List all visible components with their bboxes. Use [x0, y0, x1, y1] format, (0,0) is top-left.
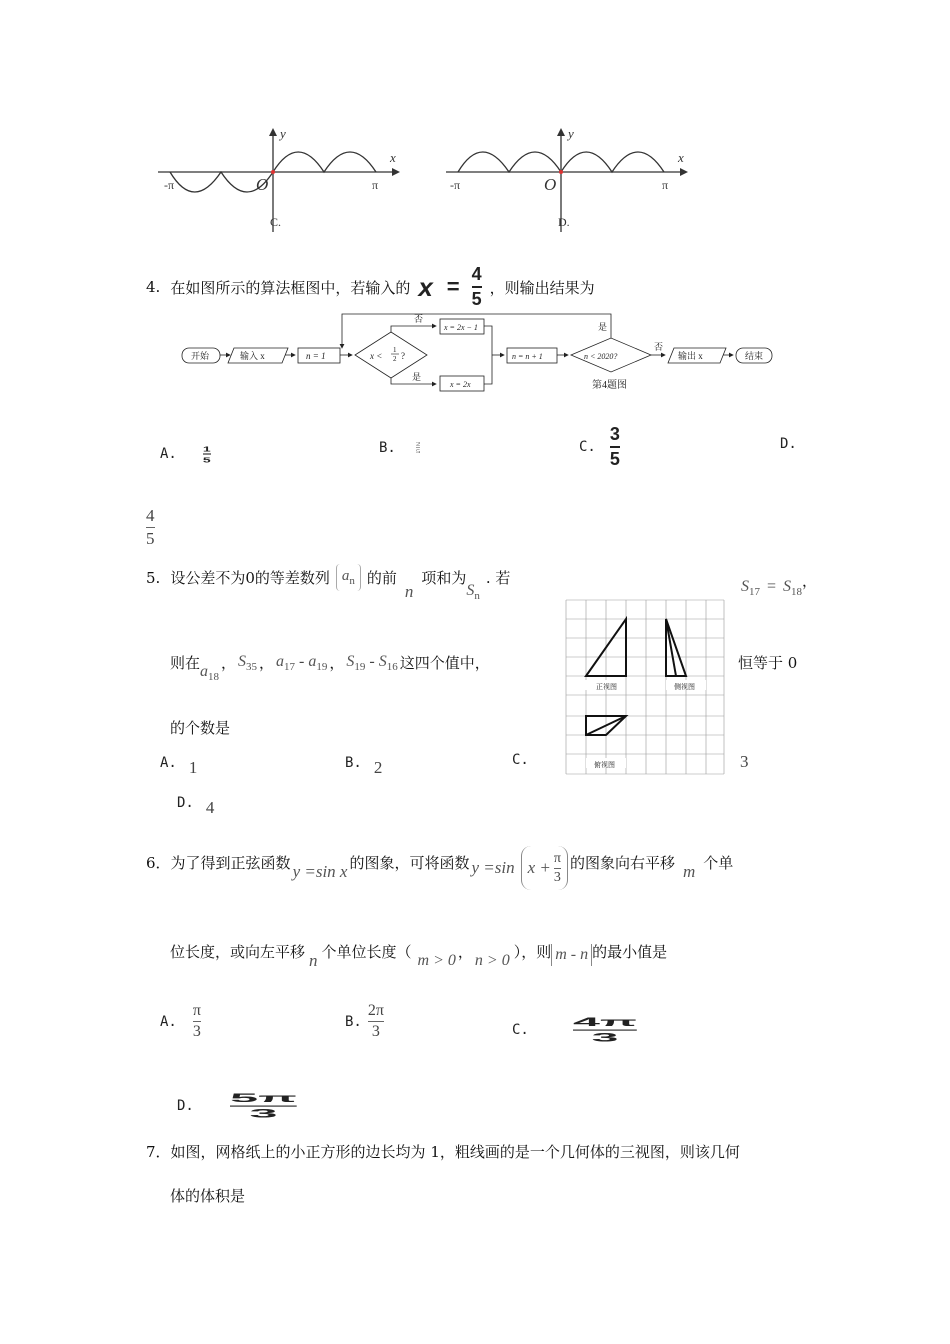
q4-option-a[interactable] — [160, 436, 211, 472]
q5-Sn — [466, 582, 480, 602]
q5-v3-b-sub: 19 — [316, 660, 328, 673]
q5-line2-end: 恒等于 0 — [738, 654, 798, 672]
q4-option-b-label: B. — [379, 439, 396, 456]
q5-cond-comma: ， — [802, 572, 818, 590]
q4-stem — [146, 264, 595, 310]
q5-cond-eq: = — [767, 578, 777, 595]
q4-option-d-value[interactable] — [146, 506, 155, 549]
q4-option-c-den: 5 — [609, 449, 620, 469]
q6-option-a-den: 3 — [192, 1023, 201, 1040]
grid-top-label: 俯视图 — [594, 761, 615, 769]
flow-init-label: n = 1 — [306, 351, 326, 361]
flow-no-label: 否 — [414, 314, 424, 324]
graph-d-y-label: y — [568, 126, 574, 141]
q5-option-b[interactable] — [345, 752, 383, 777]
q5-v2-s: S — [238, 652, 247, 670]
q4-option-c-num: 3 — [609, 424, 620, 444]
q4-option-b-num: 2 — [415, 440, 421, 447]
q5-option-d[interactable] — [177, 792, 215, 817]
graph-c-origin: O — [256, 175, 269, 194]
flow-loop-no-label: 否 — [654, 342, 664, 352]
q4-option-a-num: 1 — [202, 444, 211, 453]
q6-option-a-label: A. — [160, 1013, 177, 1030]
q6-f2 — [471, 846, 567, 890]
q6-option-c-num: 4π — [572, 1015, 637, 1029]
flow-output-label: 输出 x — [678, 351, 703, 361]
q5-v4-a-sub: 19 — [354, 660, 366, 673]
q5-v1-sub: 18 — [208, 670, 220, 683]
flow-yes-label: 是 — [412, 372, 422, 382]
q4-option-d-label[interactable]: D. — [780, 436, 797, 452]
q5-option-d-label: D. — [177, 795, 194, 811]
q5-number: 5. — [146, 568, 161, 587]
q5-three-view-grid — [564, 598, 726, 776]
flow-box-no-label: x = 2x − 1 — [444, 323, 478, 332]
graph-c — [150, 120, 410, 235]
q5-v4-minus: - — [369, 652, 375, 670]
q6-abs: m - n — [551, 944, 592, 966]
q4-flowchart — [178, 308, 778, 400]
q5-line2-suffix: 这四个值中， — [399, 654, 490, 672]
q4-text-after: ，则输出结果为 — [489, 278, 595, 297]
q5-sep3: ， — [329, 654, 345, 672]
q4-frac-num: 4 — [471, 264, 482, 284]
q5-v4-b: S — [378, 652, 387, 670]
q6-option-c-label: C. — [512, 1022, 529, 1039]
q5-text4: . 若 — [485, 569, 511, 587]
flow-input-label: 输入 x — [240, 351, 265, 361]
q7-line1 — [146, 1141, 740, 1162]
graph-c-caption: C. — [270, 215, 282, 229]
q6-f2-frac — [554, 851, 561, 886]
q6-line2-b: 个单位长度（ — [321, 942, 412, 961]
q5-seq-a: a — [341, 568, 350, 584]
q4-option-a-den: 5 — [202, 455, 211, 464]
q5-text1: 设公差不为0的等差数列 — [170, 569, 330, 587]
q5-line3: 的个数是 — [170, 719, 231, 737]
q5-condition — [741, 578, 802, 598]
q5-n: n — [404, 581, 414, 601]
q6-text4: 个单 — [703, 853, 734, 872]
flow-loop-yes-label: 是 — [598, 322, 608, 332]
q6-f2-num: π — [553, 850, 561, 866]
q5-cond-18: 18 — [791, 586, 803, 598]
q6-f2-den: 3 — [553, 869, 561, 885]
q6-option-b-label: B. — [345, 1013, 362, 1030]
q4-option-b-den: 5 — [415, 448, 421, 455]
q5-option-c-value[interactable]: 3 — [740, 752, 749, 771]
q4-option-c[interactable] — [579, 424, 620, 470]
q4-option-b[interactable] — [379, 436, 420, 459]
q5-option-a[interactable] — [160, 752, 198, 777]
q4-number: 4. — [146, 278, 161, 296]
q6-option-d-num: 5π — [229, 1091, 297, 1105]
grid-side-label: 侧视图 — [674, 683, 695, 691]
q5-v1-a: a — [200, 662, 209, 680]
q5-option-b-value: 2 — [373, 758, 383, 777]
flow-cond-prefix: x < — [370, 351, 383, 361]
graph-c-right-tick: π — [372, 178, 379, 192]
q6-option-b[interactable] — [345, 1002, 384, 1041]
q6-line2-d: 的最小值是 — [592, 942, 668, 961]
q5-seq — [336, 564, 361, 591]
q6-option-d-label: D. — [177, 1098, 194, 1115]
q6-option-a-value — [193, 1002, 201, 1041]
q4-text-before: 在如图所示的算法框图中，若输入的 — [170, 278, 411, 297]
graph-d — [438, 120, 698, 235]
q6-number: 6． — [146, 853, 171, 872]
q5-text2: 的前 — [366, 569, 397, 587]
q4-option-a-label: A. — [160, 446, 177, 462]
q6-f2-prefix: y =sin — [471, 858, 515, 877]
q5-S-sub: n — [474, 589, 480, 602]
q6-stem-line2 — [170, 940, 668, 970]
q5-v4-a: S — [346, 652, 355, 670]
q7-number: 7． — [146, 1143, 171, 1161]
q6-option-d-value — [230, 1092, 297, 1121]
q4-eq: = — [446, 274, 460, 299]
q5-v3 — [276, 653, 327, 673]
q5-option-a-label: A. — [160, 755, 177, 771]
q5-option-c-label[interactable]: C. — [512, 752, 529, 768]
q6-m: m — [682, 862, 696, 881]
q5-option-a-value: 1 — [188, 758, 198, 777]
grid-front-label: 正视图 — [596, 683, 617, 691]
flow-cond-den: 2 — [393, 355, 397, 363]
q5-v1 — [200, 663, 219, 683]
q5-v2 — [238, 653, 257, 673]
q4-option-d-num: 4 — [146, 506, 155, 525]
q6-option-c-den: 3 — [591, 1030, 619, 1045]
flow-cond-num: 1 — [393, 346, 397, 354]
q4-option-c-label: C. — [579, 439, 596, 455]
q4-option-c-value — [610, 424, 620, 470]
q6-option-d-den: 3 — [249, 1106, 278, 1121]
q6-f1: y =sin x — [292, 862, 348, 881]
q6-stem-line1 — [146, 836, 733, 888]
graph-d-left-tick: -π — [450, 178, 461, 192]
q5-stem-line1 — [146, 564, 511, 602]
graph-d-right-tick: π — [662, 178, 669, 192]
q5-cond-17: 17 — [749, 586, 760, 598]
q4-input-fraction — [472, 264, 482, 310]
q6-f2-x: x + — [527, 858, 551, 877]
side-view-shape — [666, 619, 686, 676]
q5-v3-b: a — [308, 652, 317, 670]
q5-cond-s17: S — [741, 578, 749, 595]
q5-v3-a-sub: 17 — [284, 660, 296, 673]
q6-n: n — [309, 951, 318, 970]
q5-option-d-value: 4 — [205, 798, 215, 817]
q5-text3: 项和为 — [421, 569, 467, 587]
q4-option-a-value — [203, 444, 211, 464]
graph-d-x-label: x — [678, 150, 684, 165]
flow-cond-suffix: ? — [401, 351, 405, 361]
q5-v3-a: a — [276, 652, 285, 670]
q7-line1-text: 如图，网格纸上的小正方形的边长均为 1，粗线画的是一个几何体的三视图，则该几何 — [170, 1143, 740, 1161]
flow-loop-cond-label: n < 2020? — [584, 352, 618, 361]
q6-option-a-num: π — [192, 1002, 201, 1019]
q4-option-d-den: 5 — [146, 529, 155, 548]
q4-frac-den: 5 — [471, 289, 482, 309]
q5-v4 — [346, 653, 397, 673]
q6-option-b-num: 2π — [367, 1002, 384, 1019]
flow-inc-label: n = n + 1 — [512, 352, 543, 361]
q6-option-c-value — [573, 1016, 637, 1045]
q5-stem-line2 — [170, 652, 490, 683]
graph-d-origin: O — [544, 175, 557, 194]
q5-v2-sub: 35 — [246, 660, 258, 673]
q6-option-b-den: 3 — [371, 1023, 380, 1040]
q5-cond-s18: S — [783, 578, 792, 595]
q6-cond-n: n > 0 — [474, 952, 510, 969]
q5-seq-sub: n — [349, 575, 355, 587]
q6-text2: 的图象，可将函数 — [349, 853, 470, 872]
graph-c-x-label: x — [390, 150, 396, 165]
q4-x-var: x — [418, 271, 433, 302]
q5-v3-minus: - — [299, 652, 305, 670]
q5-sep2: ， — [259, 654, 275, 672]
q6-text1: 为了得到正弦函数 — [170, 853, 291, 872]
q6-option-a[interactable] — [160, 1002, 201, 1041]
q7-line2: 体的体积是 — [170, 1187, 246, 1205]
q6-cond-m: m > 0 — [417, 952, 456, 969]
graph-d-caption: D. — [558, 215, 570, 229]
q5-sep1: ， — [221, 654, 237, 672]
q6-line2-a: 位长度，或向左平移 — [170, 942, 306, 961]
q5-option-b-label: B. — [345, 755, 362, 771]
q6-cond-comma: ， — [457, 942, 473, 961]
graph-c-left-tick: -π — [164, 178, 175, 192]
q6-option-b-value — [368, 1002, 384, 1041]
q5-v4-b-sub: 16 — [386, 660, 398, 673]
flow-start-label: 开始 — [191, 351, 210, 361]
q5-S: S — [466, 581, 475, 599]
q5-line2-prefix: 则在 — [170, 654, 201, 672]
flow-caption: 第4题图 — [592, 380, 627, 391]
graph-c-y-label: y — [280, 126, 286, 141]
flow-end-label: 结束 — [745, 351, 764, 361]
q6-text3: 的图象向右平移 — [569, 853, 675, 872]
q4-option-b-value — [416, 441, 421, 455]
q6-line2-c: ），则 — [513, 942, 552, 961]
flow-box-yes-label: x = 2x — [450, 380, 471, 389]
